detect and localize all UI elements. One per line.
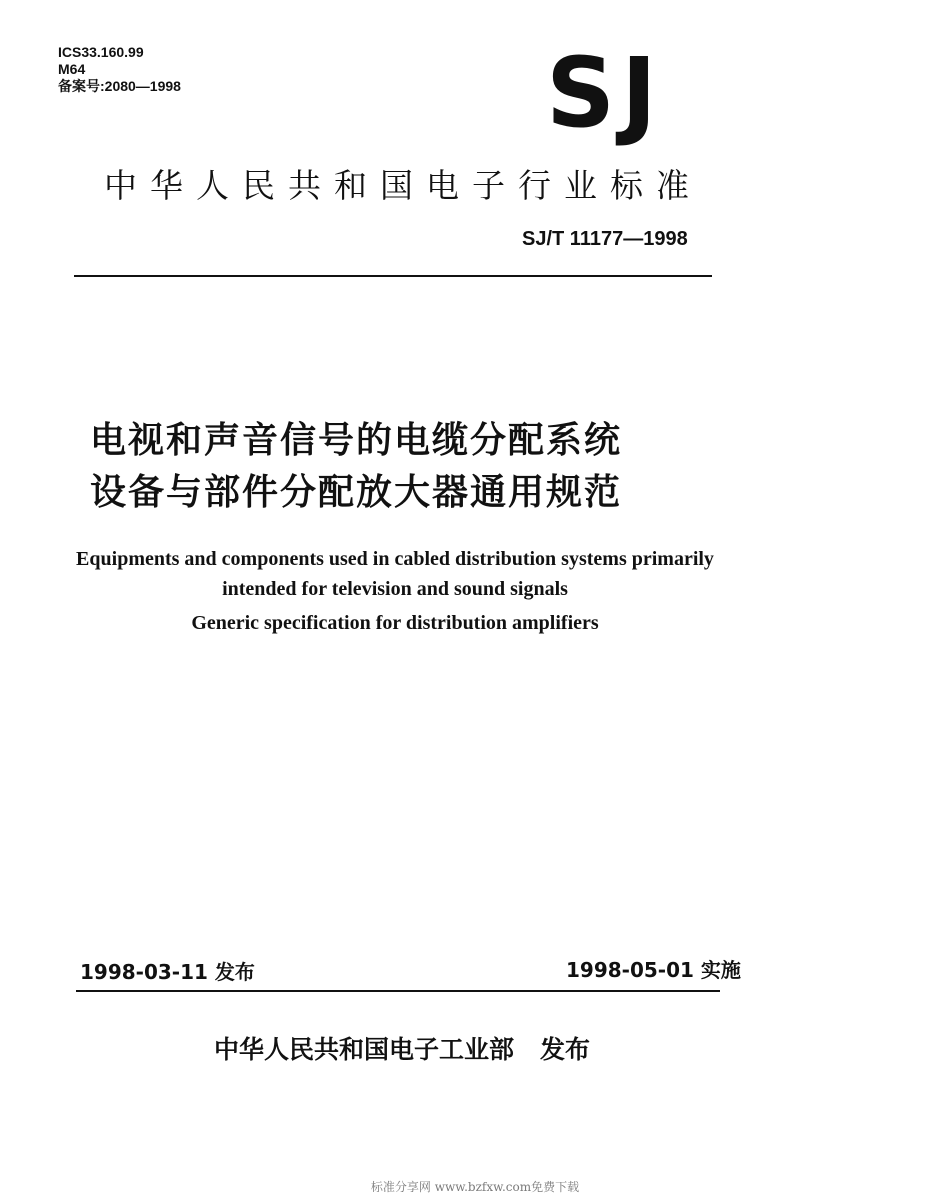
top-divider bbox=[74, 275, 712, 277]
title-en-line-1: Equipments and components used in cabled distribution systems primarily bbox=[76, 548, 714, 570]
record-number: 备案号:2080—1998 bbox=[58, 78, 181, 94]
title-cn-line-2: 设备与部件分配放大器通用规范 bbox=[90, 472, 623, 513]
category-code: M64 bbox=[58, 61, 86, 77]
bottom-divider bbox=[76, 990, 720, 992]
classification-block bbox=[58, 44, 181, 95]
sj-logo-text: SJ bbox=[546, 37, 663, 149]
standard-number: SJ/T 11177—1998 bbox=[522, 228, 688, 250]
title-en-line-3: Generic specification for distribution amplifiers bbox=[191, 612, 599, 634]
organization-line: 中华人民共和国电子行业标准 bbox=[104, 166, 702, 205]
sj-logo bbox=[546, 37, 706, 149]
issuer-action: 发布 bbox=[540, 1035, 591, 1064]
ics-code: ICS33.160.99 bbox=[58, 44, 144, 60]
issuer-name: 中华人民共和国电子工业部 bbox=[214, 1035, 515, 1064]
watermark: 标准分享网 www.bzfxw.com免费下载 bbox=[370, 1180, 580, 1194]
issue-date: 1998-03-11 发布 bbox=[80, 960, 255, 984]
implementation-date: 1998-05-01 实施 bbox=[566, 958, 741, 982]
title-en-line-2: intended for television and sound signals bbox=[222, 578, 568, 600]
title-cn-line-1: 电视和声音信号的电缆分配系统 bbox=[90, 420, 623, 461]
issuer-line bbox=[214, 1030, 590, 1066]
